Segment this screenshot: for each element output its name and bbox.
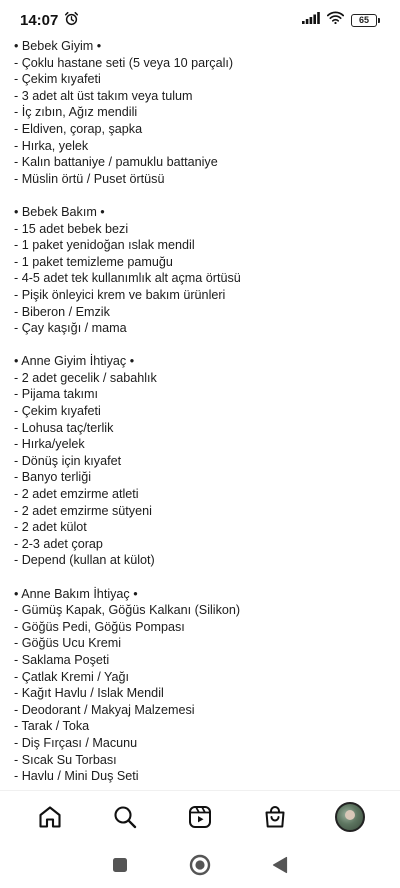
back-triangle-icon: [272, 856, 288, 874]
list-item: - Çay kaşığı / mama: [14, 321, 127, 336]
alarm-clock-icon: [64, 11, 79, 30]
list-item: - Depend (kullan at külot): [14, 553, 155, 568]
square-icon: [112, 857, 128, 873]
status-left: [20, 11, 79, 30]
section-title: • Anne Bakım İhtiyaç •: [14, 586, 138, 601]
battery-level: 65: [351, 14, 377, 27]
recents-button[interactable]: [105, 850, 135, 880]
list-item: - Lohusa taç/terlik: [14, 420, 114, 435]
nav-shop-button[interactable]: [255, 797, 295, 837]
signal-icon: [302, 11, 320, 29]
list-item: - 15 adet bebek bezi: [14, 221, 129, 236]
status-time: 14:07: [20, 11, 59, 29]
list-item: - 2 adet emzirme sütyeni: [14, 503, 152, 518]
battery-indicator: [351, 14, 380, 27]
nav-reels-button[interactable]: [180, 797, 220, 837]
section-title: • Bebek Bakım •: [14, 204, 105, 219]
section-gap: [14, 337, 390, 354]
list-item: - Göğüs Pedi, Göğüs Pompası: [14, 619, 185, 634]
list-item: - Hırka/yelek: [14, 437, 85, 452]
system-nav-bar: [0, 842, 400, 888]
list-item: - Biberon / Emzik: [14, 304, 110, 319]
list-item: - 2 adet gecelik / sabahlık: [14, 370, 157, 385]
profile-avatar: [335, 802, 365, 832]
list-item: - Tarak / Toka: [14, 719, 90, 734]
wifi-icon: [327, 11, 344, 29]
bottom-nav: [0, 790, 400, 842]
status-bar: [0, 0, 400, 40]
circle-icon: [189, 854, 211, 876]
section-gap: [14, 569, 390, 586]
list-item: - Banyo terliği: [14, 470, 91, 485]
nav-search-button[interactable]: [105, 797, 145, 837]
list-item: - 2 adet külot: [14, 520, 87, 535]
list-item: - İç zıbın, Ağız mendili: [14, 105, 138, 120]
list-item: - 2 adet emzirme atleti: [14, 487, 139, 502]
reels-icon: [187, 804, 213, 830]
list-item: - Dönüş için kıyafet: [14, 453, 122, 468]
section-gap: [14, 187, 390, 204]
list-item: - Müslin örtü / Puset örtüsü: [14, 171, 165, 186]
list-item: - 1 paket yenidoğan ıslak mendil: [14, 238, 195, 253]
list-item: - Havlu / Mini Duş Seti: [14, 769, 139, 784]
system-home-button[interactable]: [185, 850, 215, 880]
list-item: - Pişik önleyici krem ve bakım ürünleri: [14, 287, 226, 302]
list-item: - Diş Fırçası / Macunu: [14, 735, 138, 750]
system-back-button[interactable]: [265, 850, 295, 880]
status-right: [302, 11, 380, 29]
list-item: - 3 adet alt üst takım veya tulum: [14, 88, 193, 103]
list-item: - Kağıt Havlu / Islak Mendil: [14, 686, 164, 701]
list-item: - Çoklu hastane seti (5 veya 10 parçalı): [14, 55, 234, 70]
list-item: - Kalın battaniye / pamuklu battaniye: [14, 155, 218, 170]
list-item: - 1 paket temizleme pamuğu: [14, 254, 173, 269]
list-item: - 4-5 adet tek kullanımlık alt açma örtüsü: [14, 271, 241, 286]
battery-tip: [378, 18, 380, 23]
list-item: - Pijama takımı: [14, 387, 98, 402]
list-item: - Saklama Poşeti: [14, 652, 110, 667]
shopping-bag-icon: [262, 804, 288, 830]
home-icon: [37, 804, 63, 830]
list-item: - Hırka, yelek: [14, 138, 89, 153]
list-item: - Deodorant / Makyaj Malzemesi: [14, 702, 195, 717]
list-item: - Çekim kıyafeti: [14, 404, 101, 419]
list-item: - 2-3 adet çorap: [14, 536, 103, 551]
nav-home-button[interactable]: [30, 797, 70, 837]
section-title: • Anne Giyim İhtiyaç •: [14, 354, 135, 369]
list-item: - Göğüs Ucu Kremi: [14, 636, 122, 651]
search-icon: [112, 804, 138, 830]
list-item: - Çatlak Kremi / Yağı: [14, 669, 130, 684]
section-title: • Bebek Giyim •: [14, 39, 102, 53]
list-item: - Gümüş Kapak, Göğüs Kalkanı (Silikon): [14, 603, 241, 618]
list-item: - Çekim kıyafeti: [14, 72, 101, 87]
list-item: - Sıcak Su Torbası: [14, 752, 117, 767]
nav-profile-button[interactable]: [330, 797, 370, 837]
list-item: - Eldiven, çorap, şapka: [14, 121, 143, 136]
post-content: [14, 38, 390, 785]
